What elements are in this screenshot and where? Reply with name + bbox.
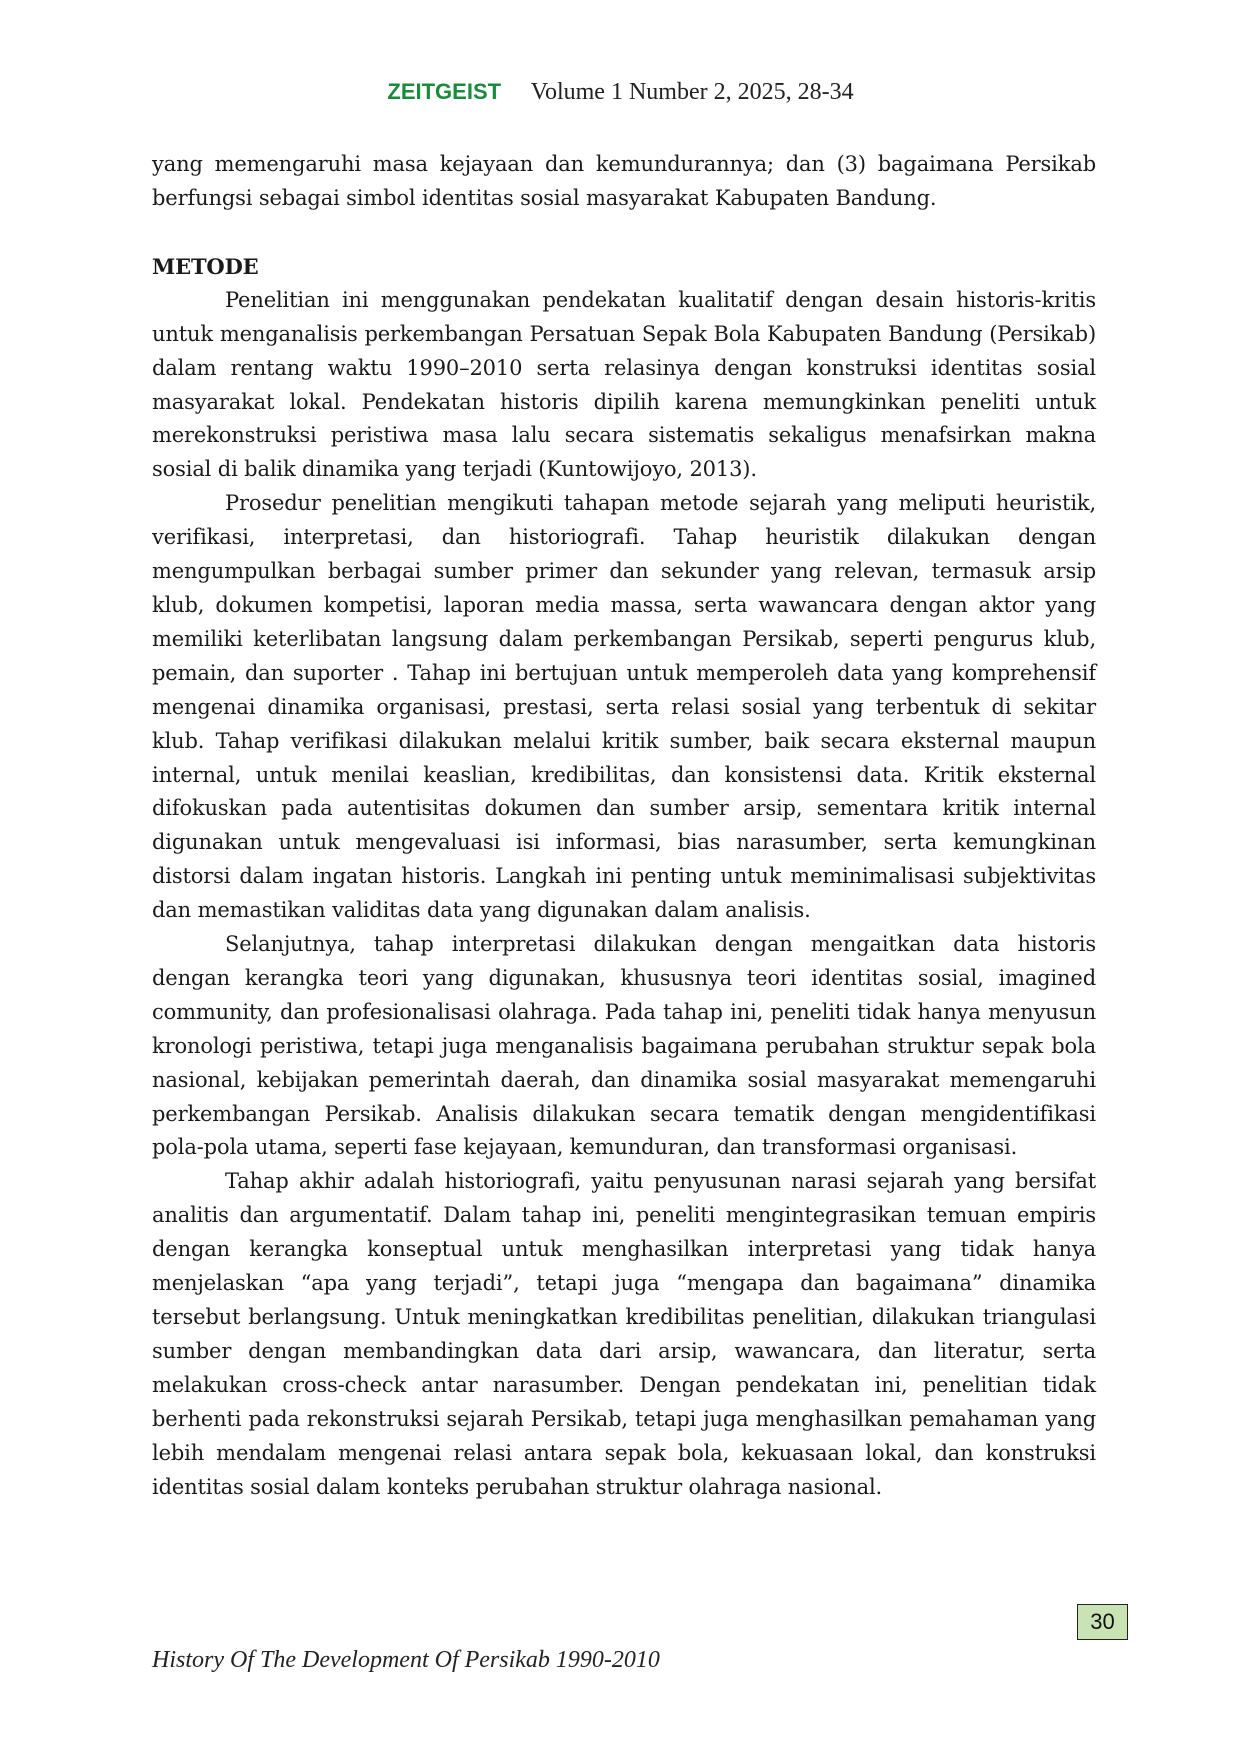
section-heading: METODE — [152, 253, 259, 279]
article-body — [152, 148, 1096, 1504]
running-header — [0, 74, 1241, 109]
running-footer-title: History Of The Development Of Persikab 1990-2010 — [152, 1647, 660, 1673]
volume-info: Volume 1 Number 2, 2025, 28-34 — [530, 79, 854, 105]
paragraph: Penelitian ini menggunakan pendekatan kualitatif dengan desain historis-kritis untuk menganalisis perkembangan Persatuan Sepak Bola Kabupaten Bandung (Persikab) dalam rentang waktu 1990–2010 serta relasinya dengan konstruksi identitas sosial masyarakat lokal. Pendekatan historis dipilih karena memungkinkan peneliti untuk merekonstruksi peristiwa masa lalu secara sistematis sekaligus menafsirkan makna sosial di balik dinamika yang terjadi (Kuntowijoyo, 2013). — [152, 287, 1096, 482]
page-number: 30 — [1077, 1604, 1128, 1640]
paragraph: Tahap akhir adalah historiografi, yaitu penyusunan narasi sejarah yang bersifat analitis dan argumentatif. Dalam tahap ini, peneliti mengintegrasikan temuan empiris dengan kerangka konseptual untuk menghasilkan interpretasi yang tidak hanya menjelaskan “apa yang terjadi”, tetapi juga “mengapa dan bagaimana” dinamika tersebut berlangsung. Untuk meningkatkan kredibilitas penelitian, dilakukan triangulasi sumber dengan membandingkan data dari arsip, wawancara, dan literatur, serta melakukan cross-check antar narasumber. Dengan pendekatan ini, penelitian tidak berhenti pada rekonstruksi sejarah Persikab, tetapi juga menghasilkan pemahaman yang lebih mendalam mengenai relasi antara sepak bola, kekuasaan lokal, dan konstruksi identitas sosial dalam konteks perubahan struktur olahraga nasional. — [152, 1169, 1096, 1499]
journal-name: ZEITGEIST — [387, 79, 502, 104]
intro-paragraph: yang memengaruhi masa kejayaan dan kemundurannya; dan (3) bagaimana Persikab berfungsi sebagai simbol identitas sosial masyarakat Kabupaten Bandung. — [152, 152, 1096, 210]
paragraph: Selanjutnya, tahap interpretasi dilakukan dengan mengaitkan data historis dengan kerangka teori yang digunakan, khususnya teori identitas sosial, imagined community, dan profesionalisasi olahraga. Pada tahap ini, peneliti tidak hanya menyusun kronologi peristiwa, tetapi juga menganalisis bagaimana perubahan struktur sepak bola nasional, kebijakan pemerintah daerah, dan dinamika sosial masyarakat memengaruhi perkembangan Persikab. Analisis dilakukan secara tematik dengan mengidentifikasi pola-pola utama, seperti fase kejayaan, kemunduran, dan transformasi organisasi. — [152, 932, 1096, 1160]
paragraph: Prosedur penelitian mengikuti tahapan metode sejarah yang meliputi heuristik, verifikasi, interpretasi, dan historiografi. Tahap heuristik dilakukan dengan mengumpulkan berbagai sumber primer dan sekunder yang relevan, termasuk arsip klub, dokumen kompetisi, laporan media massa, serta wawancara dengan aktor yang memiliki keterlibatan langsung dalam perkembangan Persikab, seperti pengurus klub, pemain, dan suporter . Tahap ini bertujuan untuk memperoleh data yang komprehensif mengenai dinamika organisasi, prestasi, serta relasi sosial yang terbentuk di sekitar klub. Tahap verifikasi dilakukan melalui kritik sumber, baik secara eksternal maupun internal, untuk menilai keaslian, kredibilitas, dan konsistensi data. Kritik eksternal difokuskan pada autentisitas dokumen dan sumber arsip, sementara kritik internal digunakan untuk mengevaluasi isi informasi, bias narasumber, serta kemungkinan distorsi dalam ingatan historis. Langkah ini penting untuk meminimalisasi subjektivitas dan memastikan validitas data yang digunakan dalam analisis. — [152, 491, 1096, 923]
